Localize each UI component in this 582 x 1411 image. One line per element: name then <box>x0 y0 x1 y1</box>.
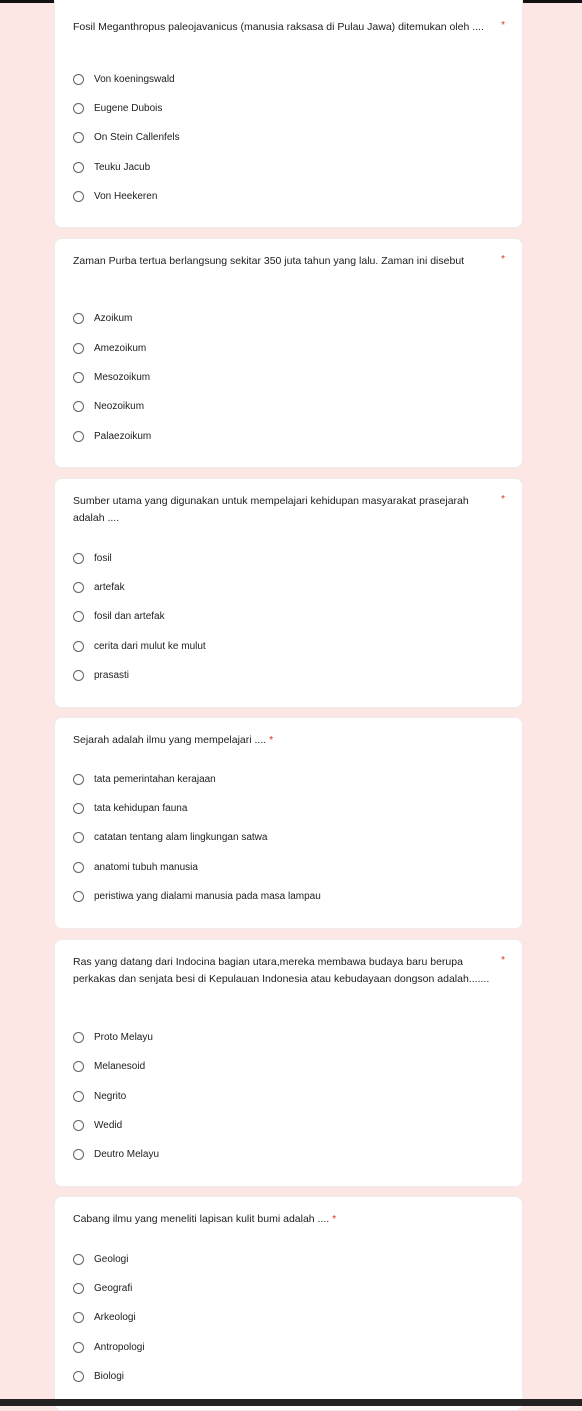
question-card-1 <box>54 0 523 228</box>
radio-button[interactable] <box>73 343 84 354</box>
option-label: Von koeningswald <box>94 73 175 85</box>
option-arkeologi[interactable] <box>73 1309 136 1325</box>
option-label: peristiwa yang dialami manusia pada masa lampau <box>94 890 321 902</box>
option-wedid[interactable] <box>73 1117 122 1133</box>
radio-button[interactable] <box>73 372 84 383</box>
question-text: Zaman Purba tertua berlangsung sekitar 350 juta tahun yang lalu. Zaman ini disebut <box>73 255 465 267</box>
option-geologi[interactable] <box>73 1251 128 1267</box>
option-tata-pemerintahan-kerajaan[interactable] <box>73 771 216 787</box>
option-palaezoikum[interactable] <box>73 428 151 444</box>
option-label: Teuku Jacub <box>94 161 151 173</box>
radio-button[interactable] <box>73 641 84 652</box>
option-label: Eugene Dubois <box>94 102 163 114</box>
option-proto-melayu[interactable] <box>73 1029 153 1045</box>
option-anatomi-tubuh-manusia[interactable] <box>73 859 198 875</box>
question-card-4 <box>54 717 523 929</box>
radio-button[interactable] <box>73 431 84 442</box>
option-antropologi[interactable] <box>73 1339 145 1355</box>
radio-button[interactable] <box>73 891 84 902</box>
option-label: Arkeologi <box>94 1311 136 1323</box>
option-on-stein-callenfels[interactable] <box>73 129 180 145</box>
option-neozoikum[interactable] <box>73 398 144 414</box>
radio-button[interactable] <box>73 670 84 681</box>
required-marker: * <box>501 955 505 966</box>
question-card-2 <box>54 238 523 468</box>
option-label: Deutro Melayu <box>94 1148 160 1160</box>
radio-button[interactable] <box>73 401 84 412</box>
option-tata-kehidupan-fauna[interactable] <box>73 800 187 816</box>
option-label: Mesozoikum <box>94 371 151 383</box>
option-label: catatan tentang alam lingkungan satwa <box>94 831 268 843</box>
option-negrito[interactable] <box>73 1088 126 1104</box>
option-von-koeningswald[interactable] <box>73 71 175 87</box>
required-marker: * <box>269 734 274 746</box>
required-marker: * <box>501 20 505 31</box>
radio-button[interactable] <box>73 103 84 114</box>
option-label: tata pemerintahan kerajaan <box>94 773 216 785</box>
option-biologi[interactable] <box>73 1368 124 1384</box>
option-eugene-dubois[interactable] <box>73 100 162 116</box>
option-label: On Stein Callenfels <box>94 131 180 143</box>
option-label: Proto Melayu <box>94 1031 153 1043</box>
option-label: Geologi <box>94 1253 129 1265</box>
question-text <box>73 1211 493 1228</box>
radio-button[interactable] <box>73 1254 84 1265</box>
question-text: Fosil Meganthropus paleojavanicus (manusia raksasa di Pulau Jawa) ditemukan oleh .... <box>73 21 484 33</box>
navigation-bar <box>0 1399 582 1406</box>
option-label: Azoikum <box>94 312 133 324</box>
option-label: artefak <box>94 581 125 593</box>
option-peristiwa-masa-lampau[interactable] <box>73 888 321 904</box>
option-label: fosil <box>94 552 112 564</box>
radio-button[interactable] <box>73 832 84 843</box>
option-geografi[interactable] <box>73 1280 132 1296</box>
option-label: Negrito <box>94 1090 127 1102</box>
option-label: Melanesoid <box>94 1060 146 1072</box>
option-azoikum[interactable] <box>73 310 132 326</box>
radio-button[interactable] <box>73 611 84 622</box>
option-mesozoikum[interactable] <box>73 369 150 385</box>
option-melanesoid[interactable] <box>73 1058 145 1074</box>
radio-button[interactable] <box>73 553 84 564</box>
question-text <box>73 732 493 749</box>
radio-button[interactable] <box>73 1120 84 1131</box>
question-card-6 <box>54 1196 523 1411</box>
option-catatan-alam-lingkungan-satwa[interactable] <box>73 829 267 845</box>
option-label: Von Heekeren <box>94 190 158 202</box>
option-label: fosil dan artefak <box>94 610 165 622</box>
option-artefak[interactable] <box>73 579 125 595</box>
option-label: Wedid <box>94 1119 123 1131</box>
radio-button[interactable] <box>73 132 84 143</box>
required-marker: * <box>332 1213 337 1225</box>
radio-button[interactable] <box>73 803 84 814</box>
option-label: Antropologi <box>94 1341 145 1353</box>
radio-button[interactable] <box>73 162 84 173</box>
option-label: Neozoikum <box>94 400 145 412</box>
question-card-5 <box>54 939 523 1187</box>
option-von-heekeren[interactable] <box>73 188 157 204</box>
radio-button[interactable] <box>73 1371 84 1382</box>
option-teuku-jacub[interactable] <box>73 159 150 175</box>
option-label: anatomi tubuh manusia <box>94 861 198 873</box>
radio-button[interactable] <box>73 1342 84 1353</box>
option-fosil-dan-artefak[interactable] <box>73 608 165 624</box>
option-label: Geografi <box>94 1282 133 1294</box>
option-label: Biologi <box>94 1370 125 1382</box>
option-label: tata kehidupan fauna <box>94 802 188 814</box>
option-deutro-melayu[interactable] <box>73 1146 159 1162</box>
radio-button[interactable] <box>73 313 84 324</box>
option-label: Amezoikum <box>94 342 147 354</box>
question-card-3 <box>54 478 523 708</box>
radio-button[interactable] <box>73 191 84 202</box>
radio-button[interactable] <box>73 1091 84 1102</box>
question-text: Sumber utama yang digunakan untuk mempelajari kehidupan masyarakat prasejarah adalah .... <box>73 495 469 524</box>
option-label: prasasti <box>94 669 130 681</box>
radio-button[interactable] <box>73 862 84 873</box>
radio-button[interactable] <box>73 1312 84 1323</box>
option-amezoikum[interactable] <box>73 340 146 356</box>
option-label: Palaezoikum <box>94 430 152 442</box>
radio-button[interactable] <box>73 1283 84 1294</box>
radio-button[interactable] <box>73 1032 84 1043</box>
required-marker: * <box>501 494 505 505</box>
radio-button[interactable] <box>73 774 84 785</box>
option-prasasti[interactable] <box>73 667 129 683</box>
option-cerita-dari-mulut-ke-mulut[interactable] <box>73 638 206 654</box>
question-text-body: Cabang ilmu yang meneliti lapisan kulit bumi adalah .... <box>73 1213 330 1225</box>
radio-button[interactable] <box>73 74 84 85</box>
radio-button[interactable] <box>73 1061 84 1072</box>
option-label: cerita dari mulut ke mulut <box>94 640 206 652</box>
option-fosil[interactable] <box>73 550 112 566</box>
question-text: Ras yang datang dari Indocina bagian utara,mereka membawa budaya baru berupa perkakas dan senjata besi di Kepulauan Indonesia atau kebudayaan dongson adalah....... <box>73 956 490 985</box>
radio-button[interactable] <box>73 582 84 593</box>
radio-button[interactable] <box>73 1149 84 1160</box>
question-text-body: Sejarah adalah ilmu yang mempelajari .... <box>73 734 267 746</box>
required-marker: * <box>501 254 505 265</box>
